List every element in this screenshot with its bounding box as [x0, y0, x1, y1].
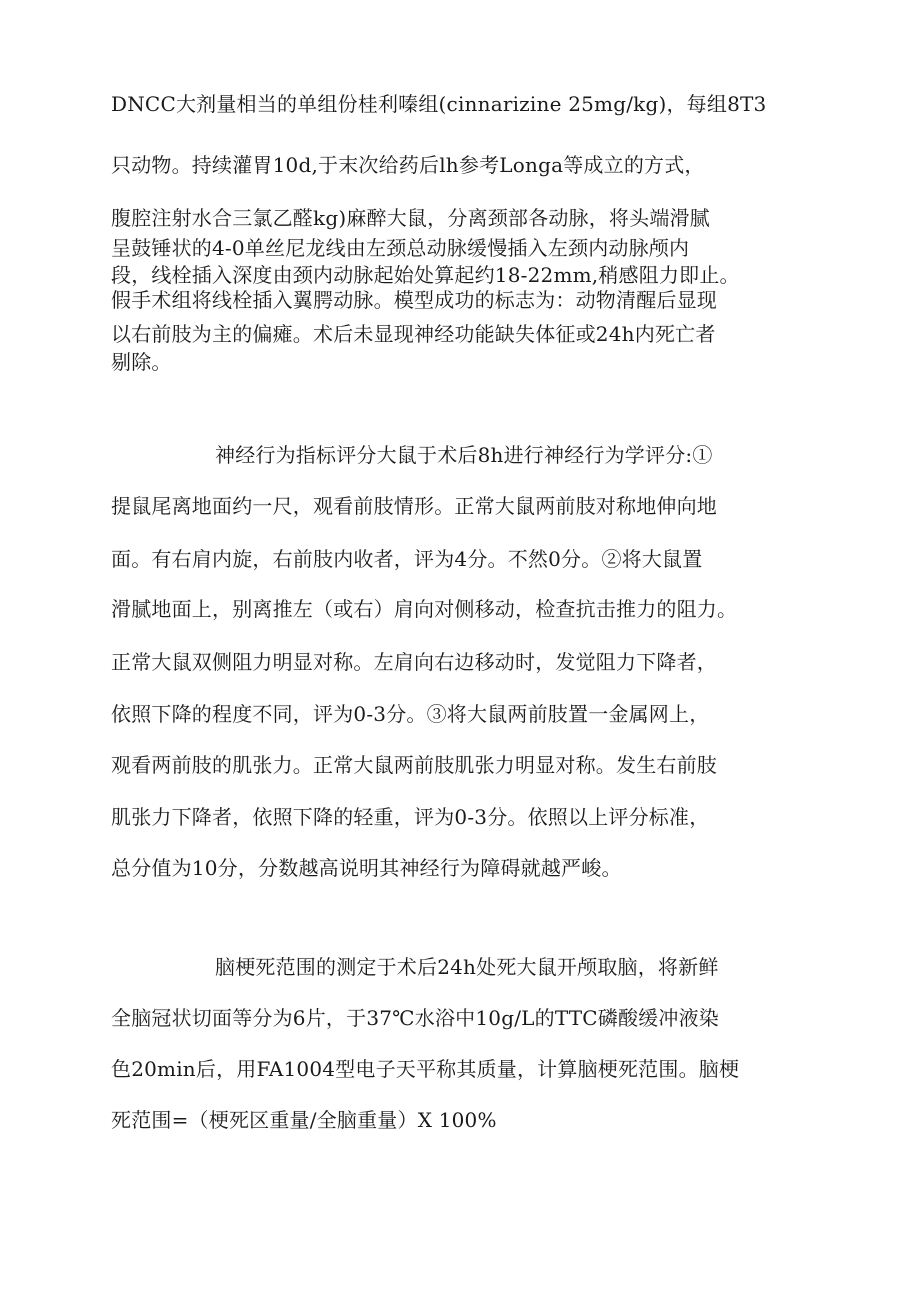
text-line: 全脑冠状切面等分为6片，于37℃水浴中10g/L的TTC磷酸缓冲液染	[111, 1006, 719, 1030]
text-line: 呈鼓锤状的4-0单丝尼龙线由左颈总动脉缓慢插入左颈内动脉颅内	[111, 236, 690, 260]
text-line: 色20min后，用FA1004型电子天平称其质量，计算脑梗死范围。脑梗	[111, 1057, 740, 1081]
text-line: 面。有右肩内旋，右前肢内收者，评为4分。不然0分。②将大鼠置	[111, 547, 703, 571]
text-line: 段，线栓插入深度由颈内动脉起始处算起约18-22mm,稍感阻力即止。	[111, 263, 740, 287]
text-line: 剔除。	[111, 350, 172, 374]
text-line: 滑腻地面上，别离推左（或右）肩向对侧移动，检查抗击推力的阻力。	[111, 597, 738, 621]
text-line: 只动物。持续灌胃10d,于末次给药后lh参考Longa等成立的方式，	[111, 153, 705, 177]
text-line: 肌张力下降者，依照下降的轻重，评为0-3分。依照以上评分标准，	[111, 805, 710, 829]
text-line: 正常大鼠双侧阻力明显对称。左肩向右边移动时，发觉阻力下降者，	[111, 650, 717, 674]
text-line: 以右前肢为主的偏瘫。术后未显现神经功能缺失体征或24h内死亡者	[111, 322, 716, 346]
text-line: 神经行为指标评分大鼠于术后8h进行神经行为学评分:①	[215, 443, 713, 467]
text-line: DNCC大剂量相当的单组份桂利嗪组(cinnarizine 25mg/kg)，每组8T3	[111, 92, 767, 116]
text-line: 总分值为10分，分数越高说明其神经行为障碍就越严峻。	[111, 856, 622, 880]
text-line: 提鼠尾离地面约一尺，观看前肢情形。正常大鼠两前肢对称地伸向地	[111, 494, 717, 518]
text-line: 脑梗死范围的测定于术后24h处死大鼠开颅取脑，将新鲜	[215, 955, 719, 979]
text-line: 依照下降的程度不同，评为0-3分。③将大鼠两前肢置一金属网上，	[111, 702, 710, 726]
text-line: 假手术组将线栓插入翼腭动脉。模型成功的标志为：动物清醒后显现	[111, 288, 717, 312]
text-line: 腹腔注射水合三氯乙醛kg)麻醉大鼠，分离颈部各动脉，将头端滑腻	[111, 206, 710, 230]
text-line: 死范围=（梗死区重量/全脑重量）X 100%	[111, 1108, 497, 1132]
text-line: 观看两前肢的肌张力。正常大鼠两前肢肌张力明显对称。发生右前肢	[111, 753, 717, 777]
